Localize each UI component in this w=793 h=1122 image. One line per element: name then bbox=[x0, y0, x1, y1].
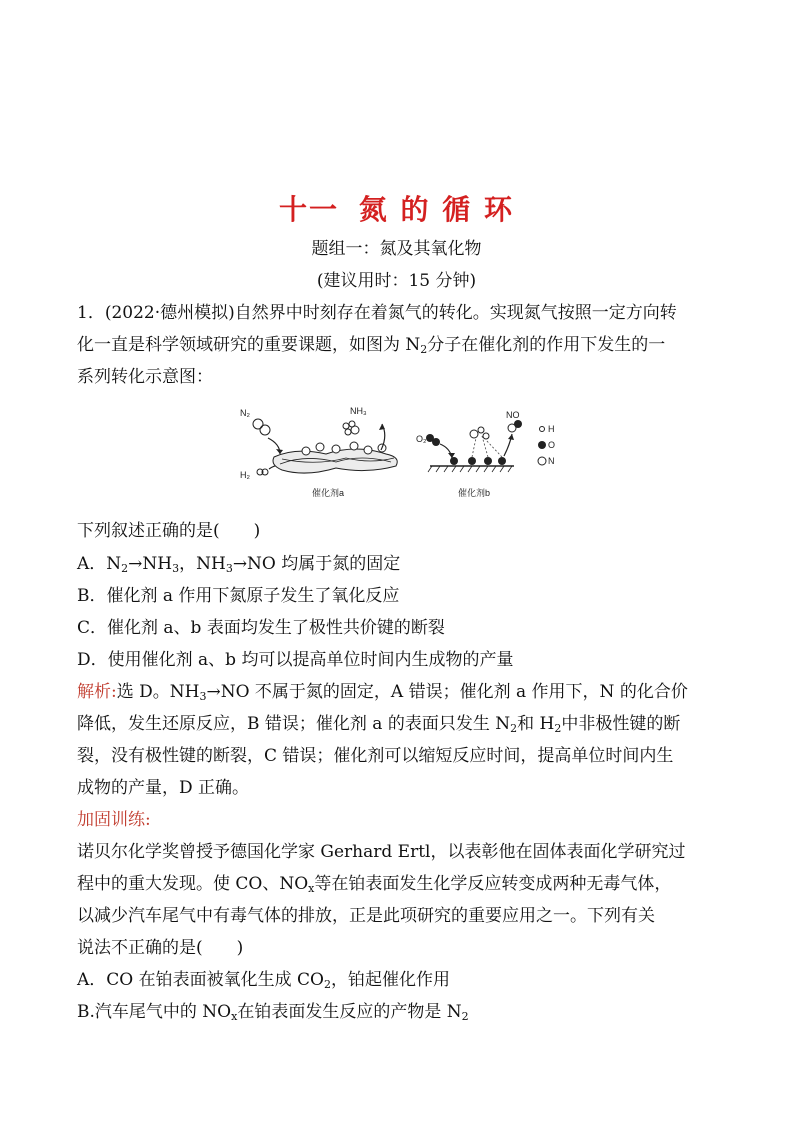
legend-h: H bbox=[548, 424, 555, 434]
legend-o: O bbox=[548, 440, 556, 450]
catalyst-a-label: 催化剂a bbox=[312, 488, 345, 498]
q1-option-a: A．$N_2\to NH_3$，$NH_3\to NO$ 均属于氮的固定 bbox=[77, 554, 401, 575]
analysis-line-1: 解析:选 D。$NH_3\to NO$ 不属于氮的固定，A 错误；催化剂 a 作用下，N 的化合价 bbox=[77, 682, 688, 703]
catalyst-b-label: 催化剂b bbox=[458, 488, 491, 498]
no-label: NO bbox=[506, 410, 520, 420]
subtitle: 题组一：氮及其氧化物 bbox=[311, 239, 482, 259]
q1-intro-line-3: 系列转化示意图： bbox=[77, 367, 213, 387]
n2-label: N₂ bbox=[240, 408, 250, 418]
extra-line-2: 程中的重大发现。使 CO、$NO_x$等在铂表面发生化学反应转变成两种无毒气体， bbox=[77, 874, 672, 895]
q1-option-d: D．使用催化剂 a、b 均可以提高单位时间内生成物的产量 bbox=[77, 650, 514, 670]
extra-line-1: 诺贝尔化学奖曾授予德国化学家 Gerhard Ertl，以表彰他在固体表面化学研究过 bbox=[77, 842, 686, 862]
title-text: 氮 的 循 环 bbox=[358, 193, 514, 226]
q1-intro-line-2: 化一直是科学领域研究的重要课题，如图为 $N_2$分子在催化剂的作用下发生的一 bbox=[77, 335, 666, 356]
extra-line-4: 说法不正确的是( ) bbox=[77, 938, 244, 958]
analysis-line-3: 裂，没有极性键的断裂，C 错误；催化剂可以缩短反应时间，提高单位时间内生 bbox=[77, 746, 674, 766]
extra-option-a: A．CO 在铂表面被氧化生成 $CO_2$，铂起催化作用 bbox=[77, 970, 450, 991]
nh3-label: NH₃ bbox=[350, 406, 367, 416]
q1-stem: 下列叙述正确的是( ) bbox=[77, 521, 261, 541]
legend-n: N bbox=[548, 456, 555, 466]
title-number: 十一 bbox=[278, 193, 339, 226]
q1-option-c: C．催化剂 a、b 表面均发生了极性共价键的断裂 bbox=[77, 618, 445, 638]
extra-option-b: B.汽车尾气中的 $NO_x$在铂表面发生反应的产物是 $N_2$ bbox=[77, 1002, 469, 1023]
extra-line-3: 以减少汽车尾气中有毒气体的排放，正是此项研究的重要应用之一。下列有关 bbox=[77, 906, 655, 926]
catalyst-diagram bbox=[236, 402, 566, 502]
o2-label: O₂ bbox=[416, 434, 427, 444]
analysis-label: 解析: bbox=[77, 682, 117, 702]
page-title bbox=[0, 188, 793, 228]
q1-option-b: B．催化剂 a 作用下氮原子发生了氧化反应 bbox=[77, 586, 400, 606]
analysis-line-4: 成物的产量，D 正确。 bbox=[77, 778, 250, 798]
time-note: (建议用时：15 分钟) bbox=[316, 271, 477, 291]
q1-intro-line-1: 1．(2022·德州模拟)自然界中时刻存在着氮气的转化。实现氮气按照一定方向转 bbox=[77, 303, 677, 323]
extra-label: 加固训练: bbox=[77, 810, 151, 830]
h2-label: H₂ bbox=[240, 470, 250, 480]
analysis-line-2: 降低，发生还原反应，B 错误；催化剂 a 的表面只发生 $N_2$和 $H_2$中非极性键的断 bbox=[77, 714, 681, 735]
